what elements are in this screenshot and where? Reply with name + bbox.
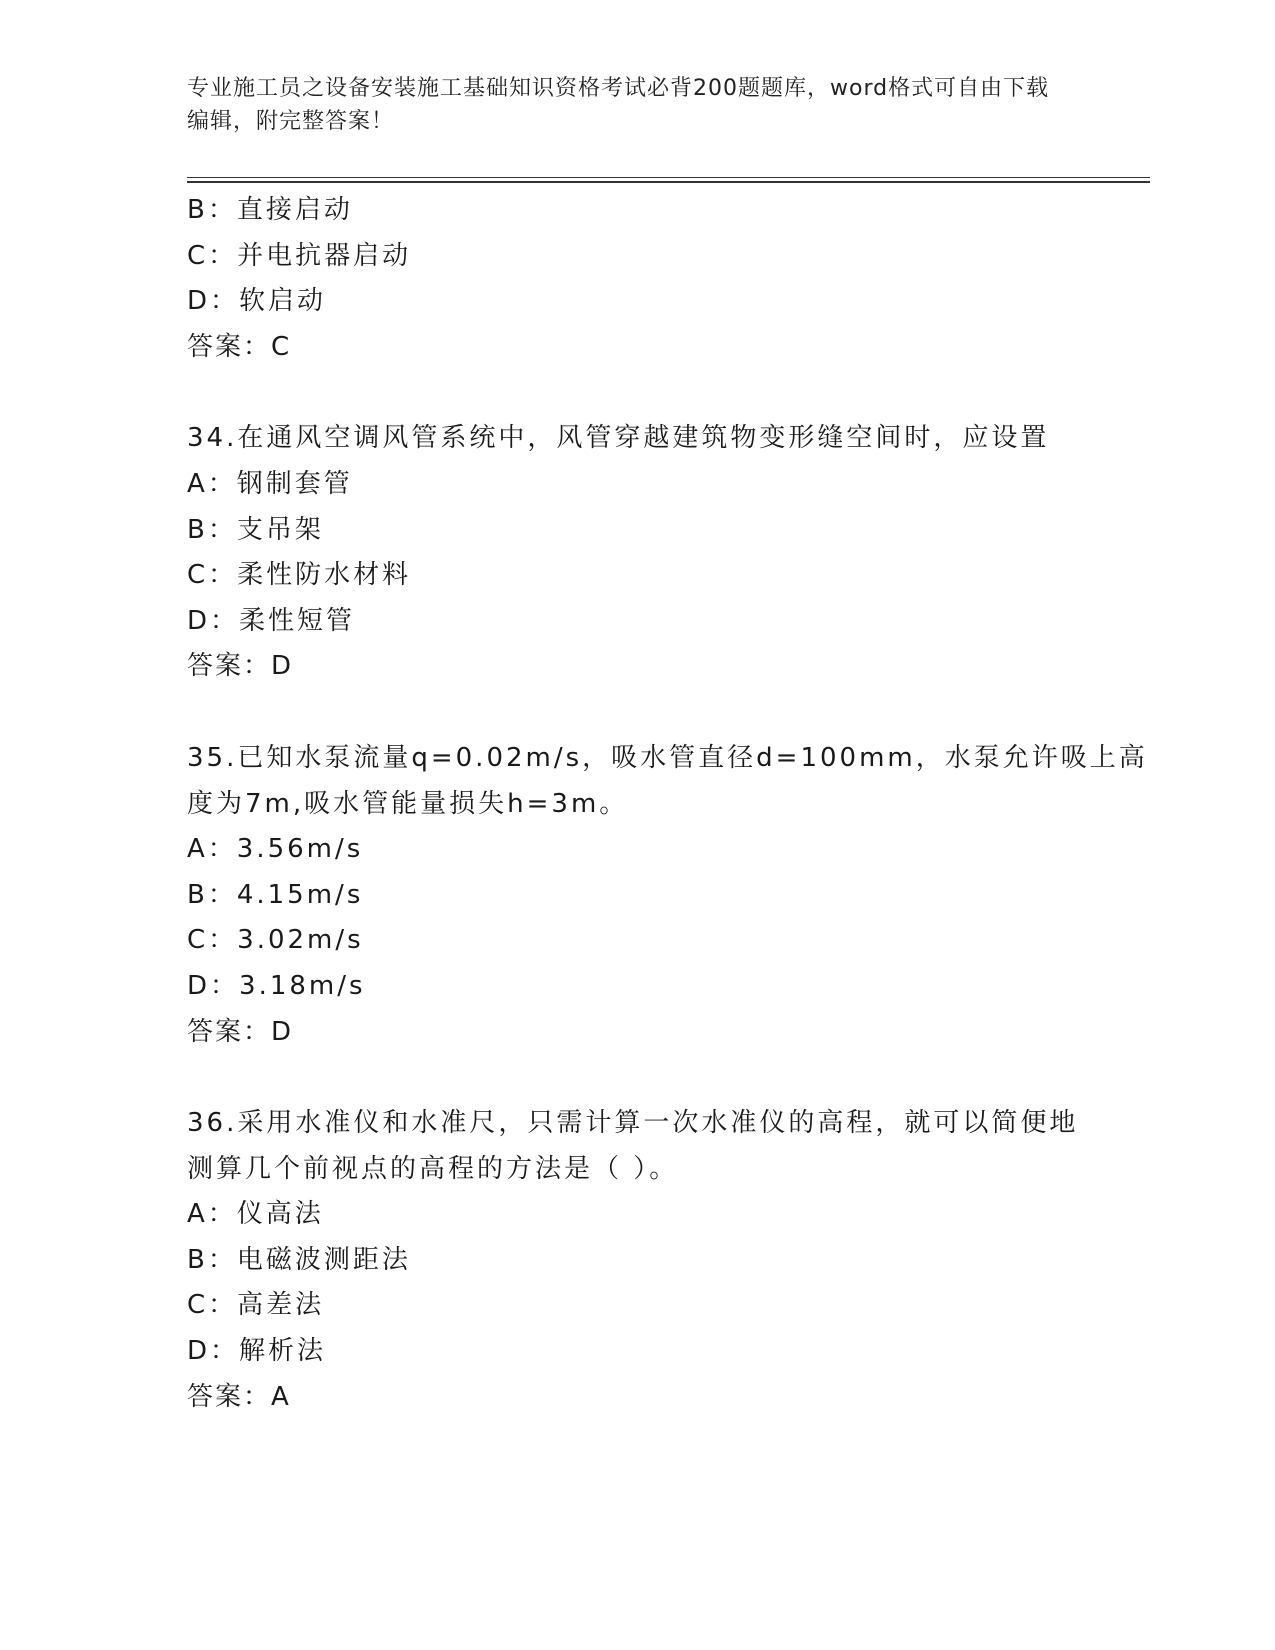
question-stem-line-1: 35.已知水泵流量q=0.02m/s，吸水管直径d=100mm，水泵允许吸上高: [187, 742, 1148, 773]
option-b: B：4.15m/s: [187, 879, 364, 910]
spacer: [187, 690, 1087, 736]
option-a: A：钢制套管: [187, 468, 353, 499]
option-a: A：3.56m/s: [187, 834, 364, 865]
question-35: [187, 736, 1148, 1055]
option-b: B：直接启动: [187, 195, 353, 225]
option-c: C：并电抗器启动: [187, 240, 412, 271]
answer-line: 答案：A: [187, 1381, 291, 1412]
option-c: C：高差法: [187, 1290, 325, 1321]
page-header: [187, 72, 1067, 138]
question-34: [187, 416, 1087, 690]
option-d: D：柔性短管: [187, 605, 356, 636]
option-d: D：3.18m/s: [187, 970, 366, 1001]
question-stem-line-2: 测算几个前视点的高程的方法是（ ）。: [187, 1153, 679, 1184]
answer-line: 答案：C: [187, 331, 292, 362]
option-b: B：支吊架: [187, 514, 324, 545]
option-c: C：柔性防水材料: [187, 560, 412, 591]
spacer: [187, 1055, 1087, 1101]
answer-line: 答案：D: [187, 1016, 294, 1047]
answer-line: 答案：D: [187, 651, 294, 682]
option-d: D：软启动: [187, 286, 327, 317]
spacer: [187, 370, 1087, 416]
question-33-tail: [187, 188, 1087, 370]
question-list: [187, 188, 1148, 1420]
option-b: B：电磁波测距法: [187, 1244, 411, 1275]
option-c: C：3.02m/s: [187, 925, 364, 956]
header-text: 专业施工员之设备安装施工基础知识资格考试必背200题题库，word格式可自由下载编辑，附完整答案！: [187, 76, 1050, 134]
question-stem-line-2: 度为7m,吸水管能量损失h=3m。: [187, 788, 629, 819]
question-36: [187, 1101, 1087, 1420]
header-divider: [187, 177, 1150, 178]
header-divider-thick: [187, 181, 1150, 183]
question-stem: 34.在通风空调风管系统中，风管穿越建筑物变形缝空间时，应设置: [187, 423, 1050, 454]
question-stem-line-1: 36.采用水准仪和水准尺，只需计算一次水准仪的高程，就可以简便地: [187, 1108, 1079, 1139]
option-d: D：解析法: [187, 1336, 327, 1367]
option-a: A：仪高法: [187, 1199, 324, 1230]
